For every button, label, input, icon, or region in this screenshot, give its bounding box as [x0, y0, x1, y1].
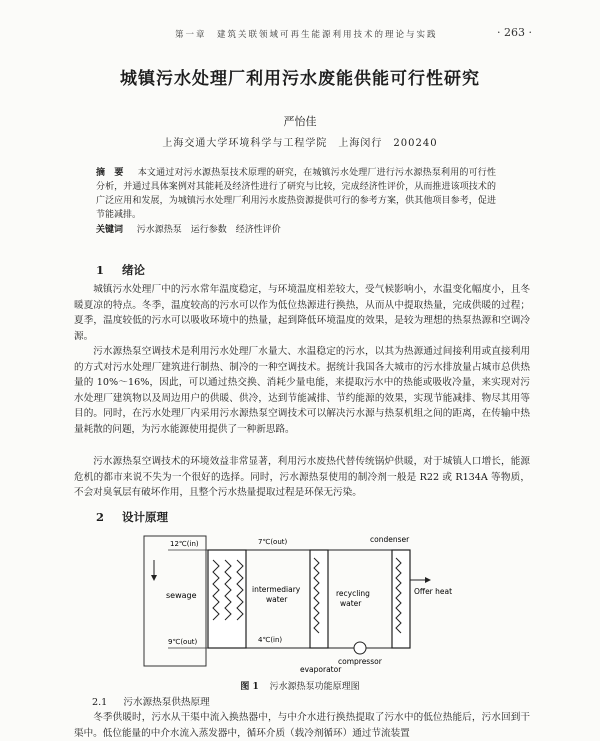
section-2-number: 2	[96, 510, 105, 524]
author-affiliation: 上海交通大学环境科学与工程学院 上海闵行 200240	[162, 138, 438, 149]
sewage-in-temp: 12℃(in)	[170, 540, 199, 548]
sewage-out-temp: 9℃(out)	[168, 638, 198, 646]
figure-caption	[0, 679, 600, 692]
condenser-label: condenser	[370, 535, 410, 544]
recycling-water-label: recycling water	[336, 589, 370, 608]
page-number: · 263 ·	[497, 26, 532, 39]
section-1-heading	[96, 262, 145, 278]
figure-number: 图 1	[240, 682, 259, 692]
section-2-title: 设计原理	[122, 510, 169, 524]
section-1-paragraph-1: 城镇污水处理厂中的污水常年温度稳定，与环境温度相差较大，受气候影响小，水温变化幅度小，且冬暖夏凉的特点。冬季，温度较高的污水可以作为低位热源进行换热，从而从中提取热量，完成供暖的过程；夏季，温度较低的污水可以吸收环境中的热量，起到降低环境温度的效果，是较为理想的热泵热源和空调冷源。	[74, 284, 530, 342]
running-header: 第一章 建筑关联领域可再生能源利用技术的理论与实践	[175, 30, 438, 40]
condenser	[392, 550, 410, 648]
figure-caption-text: 污水源热泵功能原理图	[269, 682, 360, 692]
compressor-label: compressor	[338, 657, 382, 666]
author-name: 严怡佳	[283, 115, 317, 128]
keywords	[96, 222, 496, 235]
subsection-number: 2.1	[92, 697, 108, 708]
section-1-number: 1	[96, 263, 105, 277]
sewage-label: sewage	[166, 591, 197, 600]
abstract	[96, 166, 496, 222]
section-1-paragraph-2: 污水源热泵空调技术是利用污水处理厂水量大、水温稳定的污水，以其为热源通过间接利用或直接利用的方式对污水处理厂建筑进行制热、制冷的一种空调技术。据统计我国各大城市的污水排放量占城市总供热量的 10%～16%，因此，可以通过热交换、消耗少量电能，来提取污水中的热能或吸收冷量，来实现对污水处理厂建筑物以及周边用户的供暖、供冷，达到节能减排、节约能源的效果，实现节能减排、物尽其用等目的。同时，在污水处理厂内采用污水源热泵空调技术可以解决污水源与热泵机组之间的距离，在传输中热量耗散的问题，为污水能源使用提供了一种新思路。	[74, 346, 530, 435]
evaporator	[310, 550, 328, 648]
abstract-text: 本文通过对污水源热泵技术原理的研究，在城镇污水处理厂进行污水源热泵利用的可行性分析，并通过具体案例对其能耗及经济性进行了研究与比较，完成经济性评价，从而推进该项技术的广泛应用和发展，为城镇污水处理厂利用污水废热资源提供可行的参考方案，供其他项目参考，促进节能减排。	[96, 168, 496, 220]
offer-heat-label: Offer heat	[414, 587, 453, 596]
intermediary-out-temp: 7℃(out)	[258, 538, 288, 546]
section-1-title: 绪论	[122, 263, 146, 277]
abstract-label: 摘 要	[96, 168, 124, 178]
compressor	[354, 642, 366, 654]
keywords-label: 关键词	[96, 225, 124, 235]
section-1-paragraph-3: 污水源热泵空调技术的环境效益非常显著，利用污水废热代替传统锅炉供暖，对于城镇人口增长，能源危机的都市来说不失为一个很好的选择。同时，污水源热泵使用的制冷剂一般是 R22 或 R134A 等物质，不会对臭氧层有破坏作用，且整个污水热量提取过程是环保无污染。	[74, 456, 530, 499]
paper-title: 城镇污水处理厂利用污水废能供能可行性研究	[120, 69, 480, 89]
section-2-heading	[96, 509, 168, 525]
intermediary-water-label: intermediary water	[252, 585, 301, 604]
subsection-2-1-paragraph: 冬季供暖时，污水从干渠中流入换热器中，与中介水进行换热提取了污水中的低位热能后，污水回到干渠中。低位能量的中介水流入蒸发器中，循环介质（载冷剂循环）通过节流装置	[74, 712, 530, 739]
heat-pump-diagram	[140, 530, 470, 675]
intermediary-in-temp: 4℃(in)	[258, 636, 283, 644]
evaporator-label: evaporator	[300, 665, 342, 674]
sewage-channel	[144, 536, 206, 666]
subsection-2-1-heading	[92, 694, 210, 708]
subsection-title: 污水源热泵供热原理	[123, 697, 210, 708]
keywords-text: 污水源热泵 运行参数 经济性评价	[136, 225, 281, 235]
